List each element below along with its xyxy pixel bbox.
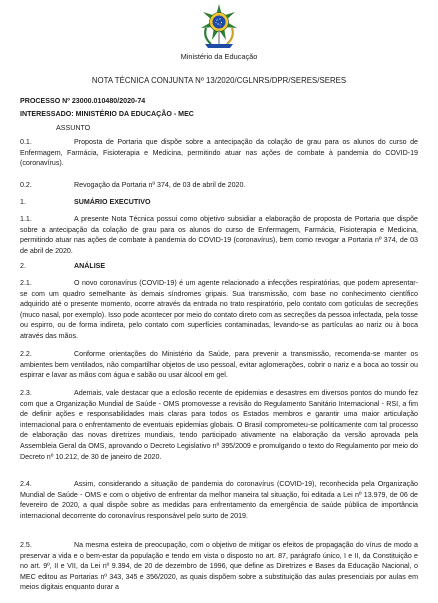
- section-title: ANÁLISE: [74, 262, 106, 270]
- paragraph-0-2: [20, 180, 418, 191]
- paragraph-text: O novo coronavírus (COVID-19) é um agente relacionado a infecções respiratórias, que podem apresentar-se com um quadro semelhante às demais síndromes gripais. Sua transmissão, com base no conhecimento científico adquirido até o presente momento, ocorre através da entrada no trato respiratório, pelo contato com gotículas de secreções (muco nasal, por exemplo). Isso pode acontecer por meio do contato direto com as secreções da pessoa infectada, pela tosse ou espirro, ou de forma indireta, pelo contato com superfícies contaminadas, levando-se as partículas ao nariz ou à boca através das mãos.: [20, 279, 418, 340]
- paragraph-number: 0.2.: [20, 181, 32, 189]
- paragraph-text: Revogação da Portaria nº 374, de 03 de abril de 2020.: [74, 181, 246, 189]
- paragraph-2-3: [20, 388, 418, 462]
- paragraph-2-1: [20, 278, 418, 342]
- section-number: 2.: [20, 262, 26, 270]
- document-title: NOTA TÉCNICA CONJUNTA Nº 13/2020/CGLNRS/DPR/SERES/SERES: [91, 76, 347, 85]
- interessado: INTERESSADO: MINISTÉRIO DA EDUCAÇÃO - MEC: [20, 110, 194, 118]
- paragraph-text: Conforme orientações do Ministério da Saúde, para prevenir a transmissão, recomenda-se manter os ambientes bem ventilados, não compartilhar objetos de uso pessoal, evitar aglomerações, cobrir o nariz e a boca ao tossir ou espirrar e lavar as mãos com água e sabão ou usar álcool em gel.: [20, 350, 418, 380]
- paragraph-0-1: [20, 137, 418, 169]
- paragraph-number: 2.2.: [20, 350, 32, 358]
- paragraph-text: Proposta de Portaria que dispõe sobre a antecipação da colação de grau para os alunos do curso de Enfermagem, Farmácia, Fisioterapia e Medicina, permitindo atuar nas ações de combate à pandemia do COVID-19 (coronavírus).: [20, 138, 418, 168]
- section-title: SUMÁRIO EXECUTIVO: [74, 198, 151, 206]
- ministry-name: Ministério da Educação: [180, 52, 258, 61]
- paragraph-2-4: [20, 479, 418, 521]
- section-heading-analise: [20, 262, 105, 270]
- paragraph-text: Na mesma esteira de preocupação, com o objetivo de mitigar os efeitos de propagação do vírus de modo a preservar a vida e o bem-estar da população e tendo em vista o disposto no art. 87, parágrafo único, I e II, da Constituição e no art. 9º, II e VII, da Lei nº 9.394, de 20 de dezembro de 1996, que define as Diretrizes e Bases da Educação Nacional, o MEC editou as Portarias nº 343, 345 e 356/2020, as quais dispõem sobre a substituição das aulas presenciais por aulas em meios digitais enquanto durar a: [20, 541, 418, 592]
- coat-of-arms-icon: [199, 4, 239, 50]
- paragraph-2-5: [20, 540, 418, 593]
- paragraph-2-2: [20, 349, 418, 381]
- paragraph-text: A presente Nota Técnica possui como objetivo subsidiar a elaboração de proposta de Portaria que dispõe sobre a antecipação da colação de grau para os alunos do curso de Enfermagem, Farmácia, Fisioterapia e Medicina, permitindo atuar nas ações de combate à pandemia do COVID-19 (coronavírus), bem como revogar a Portaria nº 374, de 03 de abril de 2020.: [20, 215, 418, 255]
- paragraph-number: 2.5.: [20, 541, 32, 549]
- processo-number: PROCESSO Nº 23000.010480/2020-74: [20, 97, 146, 105]
- section-heading-sumario: [20, 198, 150, 206]
- section-number: 1.: [20, 198, 26, 206]
- assunto-label: ASSUNTO: [56, 124, 91, 132]
- paragraph-1-1: [20, 214, 418, 256]
- paragraph-text: Assim, considerando a situação de pandemia do coronavírus (COVID-19), reconhecida pela Organização Mundial de Saúde - OMS e com o objetivo de enfrentar da melhor maneira tal situação, foi editada a Lei nº 13.979, de 06 de fevereiro de 2020, a qual dispõe sobre as medidas para enfrentamento da emergência de saúde pública de importância internacional decorrente do coronavírus responsável pelo surto de 2019.: [20, 480, 418, 520]
- paragraph-text: Ademais, vale destacar que a eclosão recente de epidemias e desastres em diversos pontos do mundo fez com que a Organização Mundial de Saúde - OMS promovesse a revisão do Regulamento Sanitário Internacional - RSI, a fim de definir ações e responsabilidades mais claras para todos os Estados membros e garantir uma maior articulação internacional para o enfrentamento de eventuais epidemias globais. O Brasil comprometeu-se politicamente com tal processo de elaboração das novas diretrizes mundiais, tendo participado ativamente na elaboração da versão aprovada pela Assembleia Geral da OMS, aprovando o Decreto Legislativo nº 395/2009 e promulgando o texto do Regulamento por meio do Decreto nº 10.212, de 30 de janeiro de 2020.: [20, 389, 418, 461]
- paragraph-number: 1.1.: [20, 215, 32, 223]
- paragraph-number: 2.1.: [20, 279, 32, 287]
- paragraph-number: 0.1.: [20, 138, 32, 146]
- paragraph-number: 2.3.: [20, 389, 32, 397]
- paragraph-number: 2.4.: [20, 480, 32, 488]
